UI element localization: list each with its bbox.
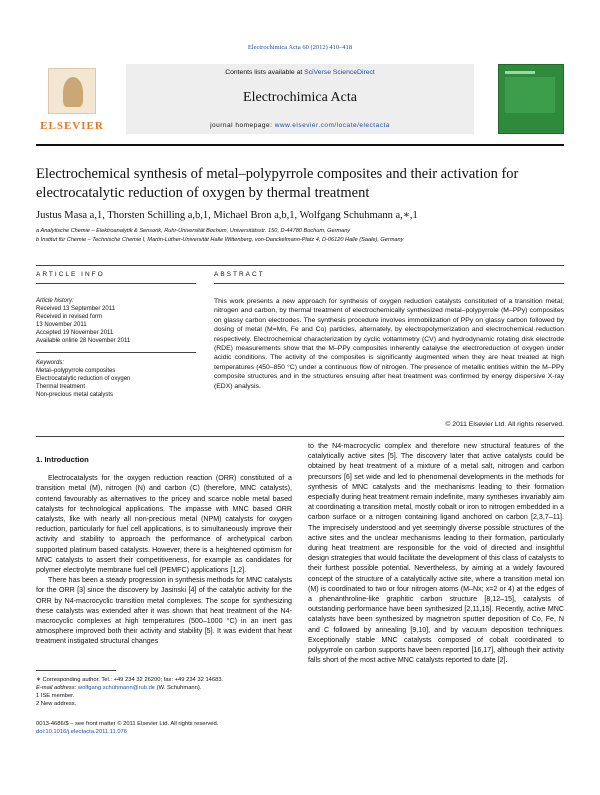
journal-cover-thumbnail[interactable] [498, 64, 564, 134]
keyword: Metal–polypyrrole composites [36, 368, 116, 374]
doi-link[interactable]: doi:10.1016/j.electacta.2011.11.076 [36, 729, 127, 735]
footnote-1: 1 ISE member. [36, 693, 75, 699]
abstract-divider [214, 283, 564, 284]
keywords-label: Keywords: [36, 360, 65, 366]
homepage-link[interactable]: www.elsevier.com/locate/electacta [274, 122, 390, 129]
keyword: Electrocatalytic reduction of oxygen [36, 376, 131, 382]
article-info-heading: ARTICLE INFO [36, 271, 105, 278]
journal-title: Electrochimica Acta [243, 90, 357, 105]
affiliation-a: a Analytische Chemie – Elektroanalytik & Sensorik, Ruhr-Universität Bochum, Universitätsstr. 150, D-44780 Bochum, Germany [36, 228, 351, 234]
corresponding-author-note: ∗ Corresponding author. Tel.: +49 234 32 26200; fax: +49 234 32 14683. [36, 677, 224, 683]
copyright-notice: © 2011 Elsevier Ltd. All rights reserved. [445, 421, 564, 428]
body-column-right [308, 441, 564, 665]
contents-line [126, 69, 474, 76]
affiliations [36, 227, 564, 245]
email-note [36, 684, 292, 692]
issn-line: 0013-4686/$ – see front matter © 2011 Elsevier Ltd. All rights reserved. [36, 721, 219, 727]
abstract-text: This work presents a new approach for synthesis of oxygen reduction catalysts constituted of a transition metal, nitrogen and carbon, by thermal treatment of electrochemically synthesized metal–polypyrrole (M–PPy) composites on glassy carbon electrodes. The synthesis procedure involves immobilization of PPy on glassy carbon followed by dosing of metal (M=Mn, Fe and Co) particles, alternately, by electropolymerization and electrochemical reduction respectively. Electrochemical characterization by cyclic voltammetry (CV) and hydrodynamic rotating disk electrode (RDE) measurements show that the M–PPy composites inherently catalyse the electroreduction of oxygen under acidic conditions. The activity of the composites is significantly augmented when they are heat treated at high temperatures (450–850 °C) under a continuous flow of nitrogen. The presence of metallic entities within the M–PPy composite structures and in the structures ensuing after heat treatment was confirmed by energy dispersive X-ray (EDX) analysis. [214, 298, 564, 390]
email-suffix: (W. Schuhmann). [156, 685, 202, 691]
abstract-heading: ABSTRACT [214, 271, 265, 278]
section-divider [36, 265, 564, 266]
running-head[interactable]: Electrochimica Acta 60 (2012) 410–418 [247, 44, 353, 51]
keyword: Thermal treatment [36, 384, 86, 390]
article-info [36, 297, 196, 399]
history-label: Article history: [36, 298, 74, 304]
email-link[interactable]: wolfgang.schuhmann@rub.de [77, 685, 156, 691]
paragraph: Electrocatalysts for the oxygen reduction reaction (ORR) constituted of a transition metal (M), nitrogen (N) and carbon (C) (therefore, MNC catalysts), contend favourably as alternatives to the pricey and scarce noble metal based catalysts for technological applications. The impasse with MNC based ORR catalysts, like with nearly all non-precious metal (NPM) catalysts for oxygen reduction, particularly for fuel cell applications, is to simultaneously improve their activity and stability to approach the performance of archetypical carbon supported platinum based catalysts. However, there is a heightened optimism for MNC catalysts to assert their competitiveness, for example as candidates for polymer electrolyte membrane fuel cell (PEMFC) applications [1,2]. [36, 474, 292, 575]
keyword: Non-precious metal catalysts [36, 392, 114, 398]
paragraph: to the N4-macrocyclic complex and therefore new structural features of the catalytically active sites [5]. The discovery later that active catalysts could be obtained by heat treatment of a mixture of a metal salt, nitrogen and carbon precursors [6] set wide and led to phenomenal developments in the methods for synthesis of MNC catalysts and the mechanisms leading to their formation especially during heat treatment remain indefinite, many syntheses invariably aim at coordinating a transition metal, mostly cobalt or iron to nitrogen embedded in a carbon surface or a nitrogen containing ligand anchored on carbon [2,3,7–11]. The imprecisely understood and yet seemingly diverse possible structures of the active sites and the unclear mechanisms leading to their formation, particularly during heat treatment are responsible for the void of directed and insightful design strategies that would facilitate the development of this class of catalysts to their furthest possible potential. Nevertheless, by aiming at a widely favoured concept of the structure of a catalytically active site, where a transition metal ion (M) is coordinated to two or four nitrogen atoms (M–Nx; x=2 or 4) at the edges of a phenanthroline-like graphitic carbon structure [8,12–15], catalysts of outstanding performance have been synthesized [2,11,15]. Recently, active MNC catalysts have been synthesized by magnetron sputter deposition of Co, Fe, N and C followed by annealing [9,10], and by vacuum deposition techniques. Exceptionally stable MNC catalysts composed of cobalt coordinated to polypyrrole on carbon supports have been reported [16,17], although their activity falls short of the most active MNC catalysts reported to date [2]. [308, 442, 564, 665]
history-item: Accepted 19 November 2011 [36, 330, 114, 336]
history-item: Available online 28 November 2011 [36, 338, 131, 344]
publisher-name: ELSEVIER [40, 120, 104, 132]
history-item: Received 13 September 2011 [36, 306, 115, 312]
section-heading: 1. Introduction [36, 455, 89, 464]
article-title: Electrochemical synthesis of metal–polypyrrole composites and their activation for electrocatalytic reduction of oxygen by thermal treatment [36, 166, 519, 201]
footnote-divider [36, 670, 116, 671]
body-divider [36, 436, 564, 437]
history-item: Received in revised form [36, 314, 103, 320]
body-column-left [36, 455, 292, 647]
keywords-divider [36, 345, 196, 353]
sciencedirect-link[interactable]: SciVerse ScienceDirect [304, 69, 375, 76]
bottom-matter [36, 720, 292, 736]
journal-banner [126, 64, 474, 134]
info-divider [36, 283, 196, 284]
footnote-2: 2 New address. [36, 701, 77, 707]
homepage-line [126, 122, 474, 129]
paragraph: There has been a steady progression in synthesis methods for MNC catalysts for the ORR [3] since the discovery by Jasinski [4] of the catalytic activity for the ORR by N4-macrocyclic transition metal complexes. The scope for synthesizing these catalysts was extended after it was shown that heat treatment of the N4-macrocyclic complexes at high temperatures (500–1000 °C) in an inert gas atmosphere improved both their activity and stability [5]. It was evident that heat treatment instigated structural changes [36, 576, 292, 646]
affiliation-b: b Institut für Chemie – Technische Chemie I, Martin-Luther-Universität Halle Wittenberg, von-Danckelmann-Platz 4, D-06120 Halle (Saale), Germany [36, 237, 404, 243]
footnotes [36, 676, 292, 708]
contents-prefix: Contents lists available at [225, 69, 303, 76]
masthead [36, 64, 564, 140]
author-list: Justus Masa a,1, Thorsten Schilling a,b,1, Michael Bron a,b,1, Wolfgang Schuhmann a,∗,1 [36, 210, 418, 221]
header-divider [36, 144, 564, 146]
elsevier-logo[interactable] [36, 64, 108, 136]
history-item: 13 November 2011 [36, 322, 87, 328]
article-page [36, 0, 564, 795]
email-label: E-mail address: [36, 685, 77, 691]
homepage-prefix: journal homepage: [210, 122, 273, 129]
tree-emblem-icon [48, 68, 96, 114]
